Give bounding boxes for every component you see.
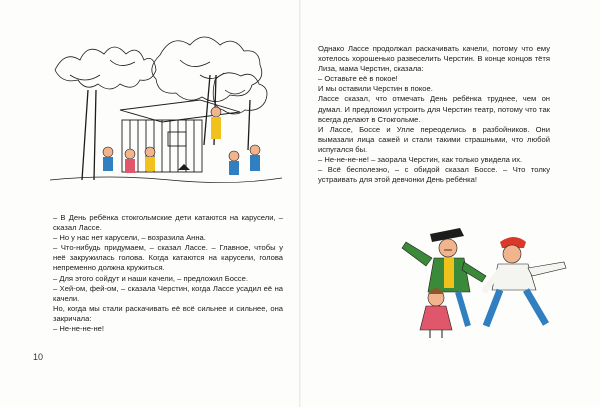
paragraph: Однако Лассе продолжал раскачивать качели, потому что ему хотелось хорошенько развеселить Черстин. В конце концов тётя Лиза, мама Черстин, сказала: xyxy=(318,44,550,74)
paragraph: – Не-не-не-не! xyxy=(53,324,104,334)
illustration-children-by-hut xyxy=(50,30,282,200)
paragraph: – Что-нибудь придумаем, – сказал Лассе. – Главное, чтобы у неё закружилась голова. Когда катаются на карусели, голова непременно должна кружиться. xyxy=(53,243,283,273)
page-gutter xyxy=(299,0,301,407)
paragraph: – Оставьте её в покое! xyxy=(318,74,398,84)
paragraph: – Но у нас нет карусели, – возразила Анна. xyxy=(53,233,206,243)
left-page-text xyxy=(53,213,283,334)
page-number: 10 xyxy=(33,352,44,362)
paragraph: – Хей-ом, фей-ом, – сказала Черстин, когда Лассе усадил её на качели. xyxy=(53,283,283,303)
paragraph: И Лассе, Боссе и Улле переоделись в разбойников. Они вымазали лица сажей и стали такими страшными, что любой испугался бы. xyxy=(318,124,550,154)
right-page-text xyxy=(318,44,550,185)
robbers-drawing xyxy=(400,222,580,340)
paragraph: – В День ребёнка стокгольмские дети катаются на карусели, – сказал Лассе. xyxy=(53,213,283,233)
trees-hut-drawing xyxy=(50,30,282,200)
paragraph: И мы оставили Черстин в покое. xyxy=(318,84,433,94)
paragraph: – Для этого сойдут и наши качели, – предложил Боссе. xyxy=(53,273,248,283)
paragraph: Но, когда мы стали раскачивать её всё сильнее и сильнее, она закричала: xyxy=(53,303,283,323)
illustration-robbers-and-girl xyxy=(400,222,580,340)
paragraph: – Всё бесполезно, – с обидой сказал Боссе. – Что толку устраивать для этой девчонки День ребёнка! xyxy=(318,165,550,185)
paragraph: Лассе сказал, что отмечать День ребёнка труднее, чем он думал. И предложил устроить для Черстин театр, потому что так всегда делают в Стокгольме. xyxy=(318,94,550,124)
paragraph: – Не-не-не-не! – заорала Черстин, как только увидела их. xyxy=(318,155,523,165)
